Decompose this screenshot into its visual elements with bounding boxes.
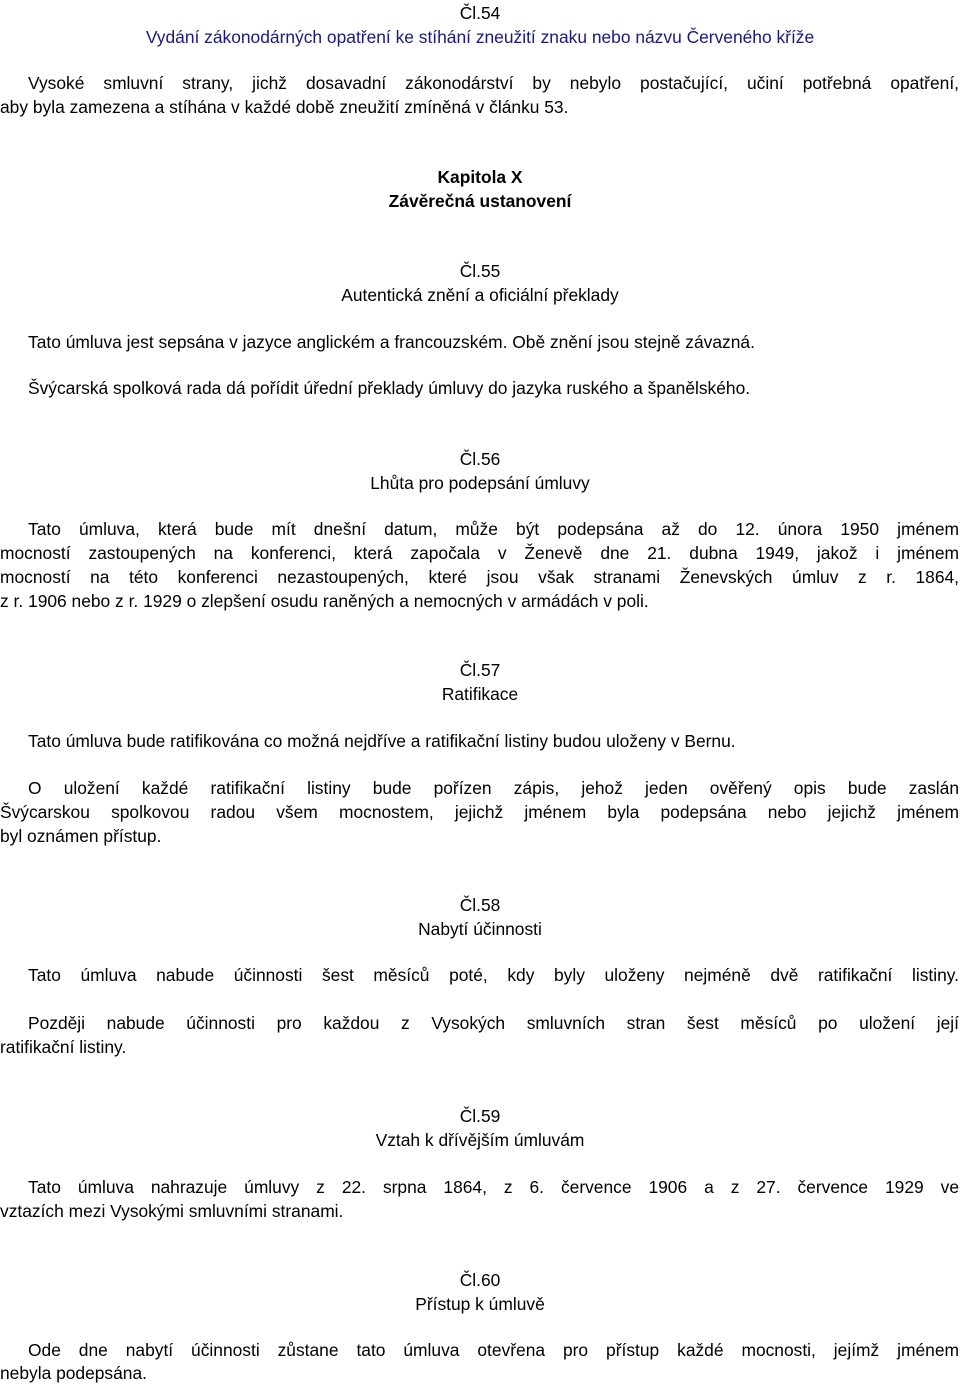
article-57-paragraph-2-line-2: Švýcarskou spolkovou radou všem mocnostem, jejichž jménem byla podepsána nebo jejichž jménem — [0, 802, 959, 822]
article-56-heading: Čl.56 — [459, 449, 501, 469]
article-55-paragraph-2: Švýcarská spolková rada dá pořídit úřední překlady úmluvy do jazyka ruského a španělského. — [28, 378, 751, 398]
article-54-heading: Čl.54 — [459, 3, 501, 23]
article-59-heading: Čl.59 — [459, 1106, 501, 1126]
article-56-title: Lhůta pro podepsání úmluvy — [370, 473, 590, 493]
article-58-title: Nabytí účinnosti — [418, 919, 542, 939]
article-56-paragraph-line-1: Tato úmluva, která bude mít dnešní datum, může být podepsána až do 12. února 1950 jménem — [28, 519, 959, 539]
article-57-paragraph-2-line-1: O uložení každé ratifikační listiny bude pořízen zápis, jehož jeden ověřený opis bude zaslán — [28, 778, 959, 798]
article-58-paragraph-2-line-1: Později nabude účinnosti pro každou z Vysokých smluvních stran šest měsíců po uložení její — [28, 1013, 959, 1033]
article-54-paragraph-line-2: aby byla zamezena a stíhána v každé době zneužití zmíněná v článku 53. — [0, 97, 569, 117]
article-58-paragraph-2-line-2: ratifikační listiny. — [0, 1037, 127, 1057]
article-56-paragraph-line-2: mocností zastoupených na konferenci, která započala v Ženevě dne 21. dubna 1949, jakož i jménem — [0, 543, 959, 563]
article-60-paragraph-line-2: nebyla podepsána. — [0, 1363, 147, 1383]
article-60-heading: Čl.60 — [459, 1270, 501, 1290]
chapter-label: Kapitola X — [437, 167, 523, 187]
article-55-paragraph-1: Tato úmluva jest sepsána v jazyce anglickém a francouzském. Obě znění jsou stejně závazná. — [28, 332, 755, 352]
chapter-title: Závěrečná ustanovení — [388, 191, 572, 211]
article-60-title: Přístup k úmluvě — [415, 1294, 545, 1314]
article-55-title: Autentická znění a oficiální překlady — [341, 285, 619, 305]
article-57-paragraph-2-line-3: byl oznámen přístup. — [0, 826, 162, 846]
article-60-paragraph-line-1: Ode dne nabytí účinnosti zůstane tato úmluva otevřena pro přístup každé mocnosti, jejímž jménem — [28, 1340, 959, 1360]
article-56-paragraph-line-3: mocností na této konferenci nezastoupených, které jsou však stranami Ženevských úmluv z r. 1864, — [0, 567, 959, 587]
article-58-paragraph-1: Tato úmluva nabude účinnosti šest měsíců poté, kdy byly uloženy nejméně dvě ratifikační listiny. — [28, 965, 959, 985]
article-57-title: Ratifikace — [441, 684, 519, 704]
article-58-heading: Čl.58 — [459, 895, 501, 915]
article-55-heading: Čl.55 — [459, 261, 501, 281]
article-59-title: Vztah k dřívějším úmluvám — [375, 1130, 585, 1150]
article-57-heading: Čl.57 — [459, 660, 501, 680]
article-57-paragraph-1: Tato úmluva bude ratifikována co možná nejdříve a ratifikační listiny budou uloženy v Bernu. — [28, 731, 736, 751]
article-54-title: Vydání zákonodárných opatření ke stíhání zneužití znaku nebo názvu Červeného kříže — [145, 27, 815, 47]
article-59-paragraph-line-1: Tato úmluva nahrazuje úmluvy z 22. srpna 1864, z 6. července 1906 a z 27. července 1929 ve — [28, 1177, 959, 1197]
article-59-paragraph-line-2: vztazích mezi Vysokými smluvními stranami. — [0, 1201, 344, 1221]
article-56-paragraph-line-4: z r. 1906 nebo z r. 1929 o zlepšení osudu raněných a nemocných v armádách v poli. — [0, 591, 649, 611]
article-54-paragraph-line-1: Vysoké smluvní strany, jichž dosavadní zákonodárství by nebylo postačující, učiní potřebná opatření, — [28, 73, 959, 93]
